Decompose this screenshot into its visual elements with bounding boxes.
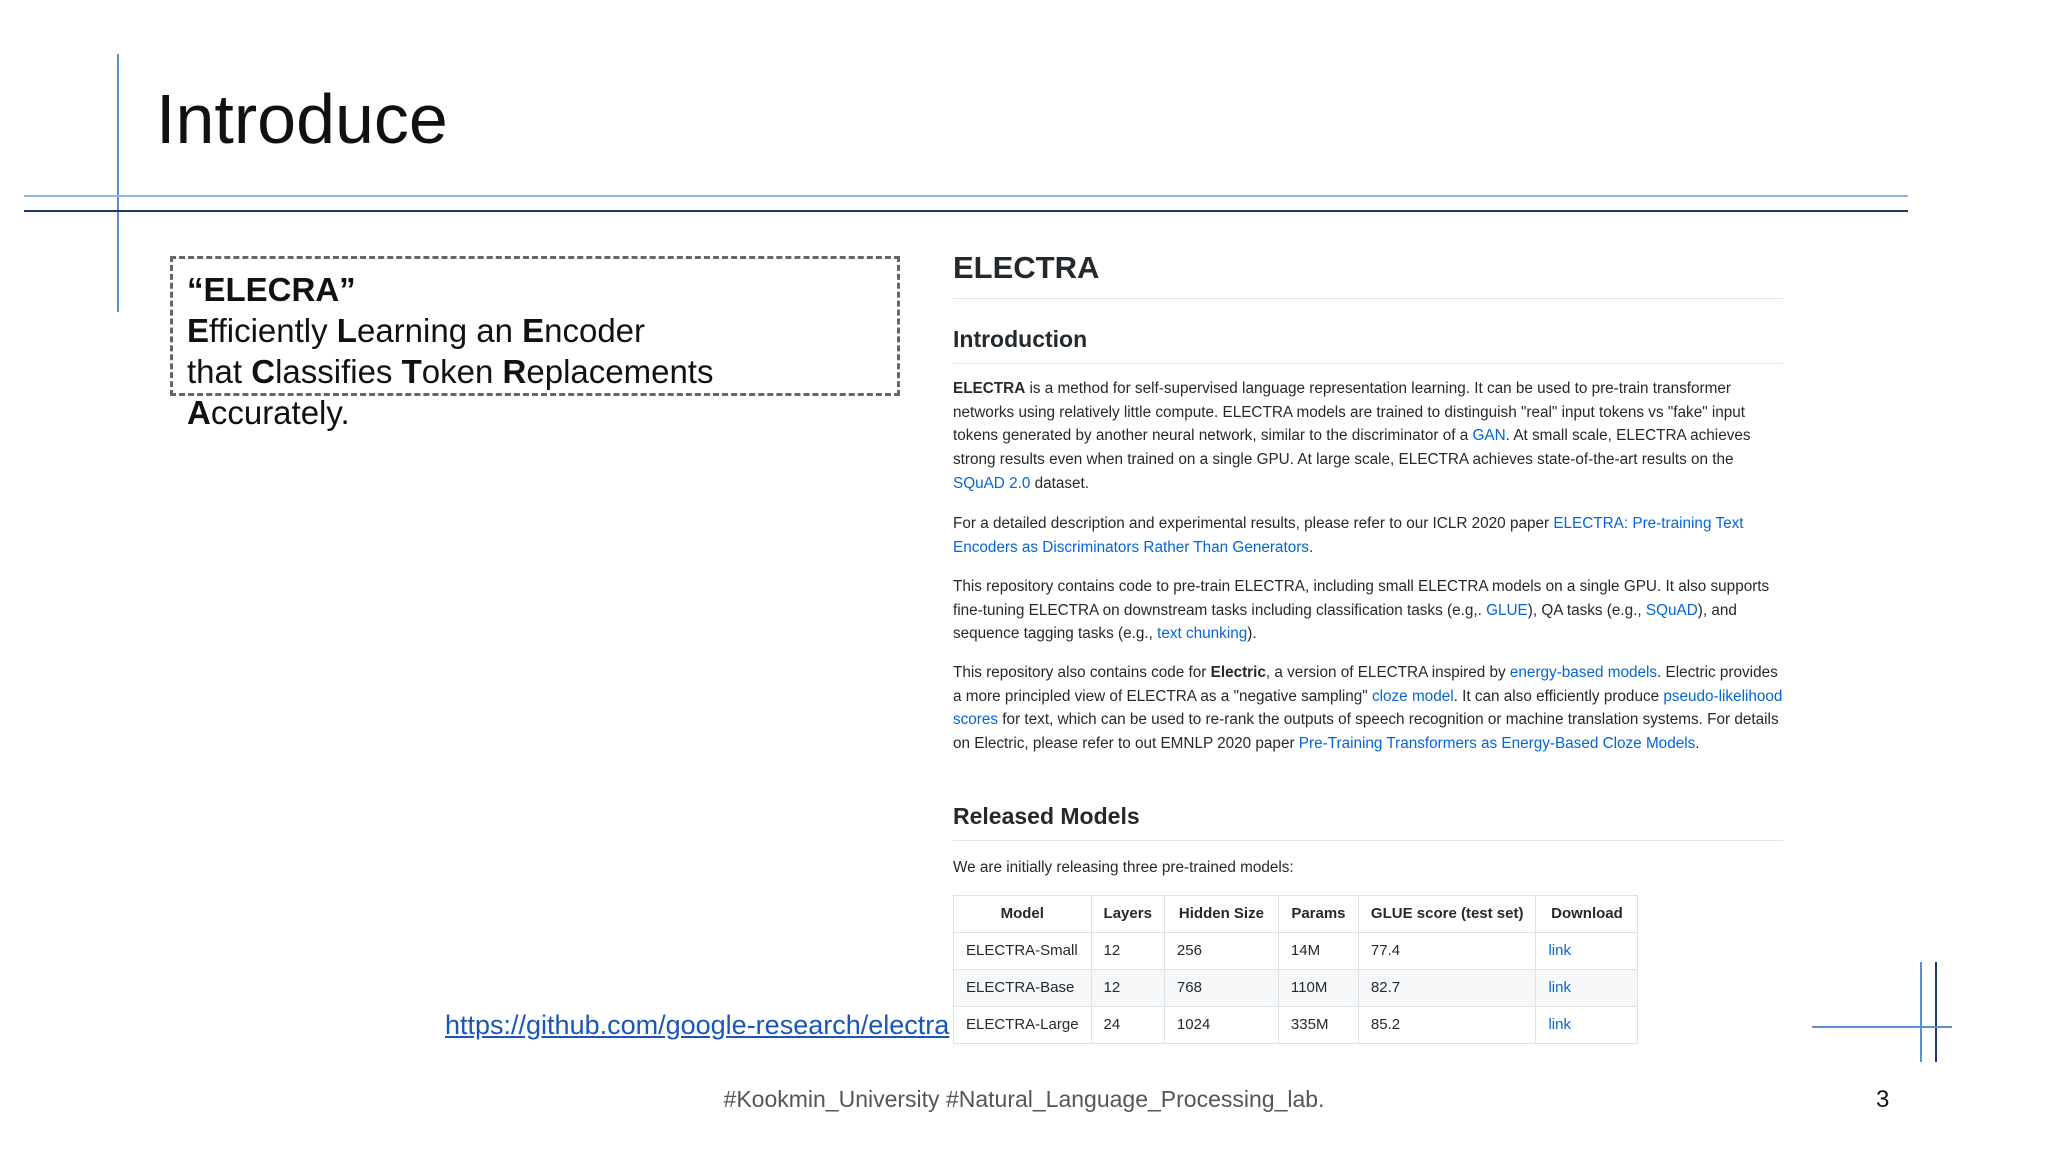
intro-paragraph-4 (953, 661, 1783, 756)
paragraph-text: . Electric provides a more principled view of ELECTRA as a "negative sampling" (953, 664, 1778, 705)
intro-paragraph-2 (953, 512, 1783, 559)
decorative-vertical-line (117, 54, 119, 312)
paragraph-text: This repository also contains code for (953, 664, 1211, 681)
column-header: Layers (1091, 896, 1164, 933)
download-link[interactable]: link (1548, 1016, 1571, 1034)
column-header: GLUE score (test set) (1358, 896, 1536, 933)
paper-link[interactable]: ELECTRA: Pre-training Text Encoders as Discriminators Rather Than Generators (953, 515, 1744, 556)
glue-link[interactable]: GLUE (1486, 601, 1528, 619)
models-table (953, 895, 1638, 1044)
corner-decoration-line (1920, 962, 1922, 1062)
table-cell: ELECTRA-Large (954, 1007, 1092, 1044)
cloze-model-link[interactable]: cloze model (1371, 687, 1454, 705)
table-cell: ELECTRA-Base (954, 970, 1092, 1007)
acronym-letter: L (336, 312, 357, 349)
repo-link[interactable]: https://github.com/google-research/electra (445, 1010, 950, 1040)
acronym-word: ccurately. (210, 394, 350, 431)
table-cell: 77.4 (1358, 933, 1536, 970)
table-header-row (954, 896, 1638, 933)
energy-based-models-link[interactable]: energy-based models (1509, 664, 1658, 681)
paragraph-text: . It can also efficiently produce (1453, 687, 1664, 705)
gan-link[interactable]: GAN (1472, 427, 1506, 445)
paragraph-text: ), QA tasks (e.g., (1527, 601, 1646, 619)
column-header: Hidden Size (1164, 896, 1278, 933)
paragraph-text: For a detailed description and experimental results, please refer to our ICLR 2020 paper (953, 515, 1554, 532)
paragraph-text: ), and sequence tagging tasks (e.g., (953, 601, 1737, 643)
acronym-word: that (187, 353, 252, 390)
introduction-heading: Introduction (953, 325, 1783, 364)
paragraph-text: This repository contains code to pre-train ELECTRA, including small ELECTRA models on a single GPU. It also supports fine-tuning ELECTRA on downstream tasks including classification tasks (e.g,. (953, 578, 1770, 619)
acronym-letter: T (401, 353, 422, 390)
table-cell: 85.2 (1358, 1007, 1536, 1044)
paragraph-text: for text, which can be used to re-rank the outputs of speech recognition or machine translation systems. For details on Electric, please refer to out EMNLP 2020 paper (953, 711, 1779, 753)
bold-term: ELECTRA (953, 380, 1026, 397)
readme-screenshot (953, 248, 1783, 1034)
squad2-link[interactable]: SQuAD 2.0 (953, 474, 1031, 492)
table-cell (1536, 1007, 1638, 1044)
paragraph-text: is a method for self-supervised language representation learning. It can be used to pre-train transformer networks using relatively little compute. ELECTRA models are trained to distinguish "real" input tokens vs "fake" input tokens generated by another neural network, similar to the discriminator of a (953, 380, 1746, 445)
download-link[interactable]: link (1548, 979, 1571, 997)
acronym-box (170, 256, 900, 431)
intro-paragraph-1 (953, 377, 1783, 496)
decorative-horizontal-line-dark (24, 210, 1908, 212)
table-cell: 768 (1164, 970, 1278, 1007)
download-link[interactable]: link (1548, 942, 1571, 960)
table-cell: 14M (1278, 933, 1358, 970)
acronym-letter: A (187, 394, 211, 431)
paragraph-text: dataset. (1030, 474, 1090, 492)
corner-decoration-line (1935, 962, 1937, 1062)
paragraph-text: . At small scale, ELECTRA achieves strong results even when trained on a single GPU. At large scale, ELECTRA achieves state-of-the-art results on the (953, 427, 1751, 469)
text-chunking-link[interactable]: text chunking (1157, 625, 1248, 643)
released-intro: We are initially releasing three pre-trained models: (953, 859, 1294, 876)
acronym-letter: R (502, 353, 527, 390)
pseudo-likelihood-link[interactable]: pseudo-likelihood scores (953, 687, 1783, 729)
page-number: 3 (1876, 1086, 1890, 1113)
table-cell: 1024 (1164, 1007, 1278, 1044)
corner-decoration-line (1812, 1026, 1952, 1028)
readme-title: ELECTRA (953, 248, 1783, 299)
acronym-word: fficiently (209, 312, 337, 349)
column-header: Download (1536, 896, 1638, 933)
paragraph-text: , a version of ELECTRA inspired by (1265, 664, 1510, 681)
table-cell (1536, 970, 1638, 1007)
bold-term: Electric (1210, 664, 1266, 681)
acronym-word: oken (421, 353, 503, 390)
table-cell: 12 (1091, 970, 1164, 1007)
acronym-letter: E (522, 312, 545, 349)
table-cell: 82.7 (1358, 970, 1536, 1007)
paragraph-text: . (1308, 538, 1314, 556)
table-cell: 256 (1164, 933, 1278, 970)
intro-paragraph-3 (953, 575, 1783, 646)
acronym-word: lassifies (275, 353, 402, 390)
table-row (954, 970, 1638, 1007)
decorative-horizontal-line-light (24, 195, 1908, 197)
column-header: Model (954, 896, 1092, 933)
acronym-word: eplacements (526, 353, 714, 390)
electric-paper-link[interactable]: Pre-Training Transformers as Energy-Based Cloze Models (1298, 735, 1696, 753)
paragraph-text: ). (1247, 625, 1257, 643)
acronym-heading: “ELECRA” (187, 271, 356, 308)
table-cell (1536, 933, 1638, 970)
table-cell: 12 (1091, 933, 1164, 970)
table-row (954, 933, 1638, 970)
squad-link[interactable]: SQuAD (1645, 601, 1698, 619)
acronym-letter: E (187, 312, 210, 349)
acronym-letter: C (251, 353, 276, 390)
column-header: Params (1278, 896, 1358, 933)
table-cell: 24 (1091, 1007, 1164, 1044)
slide-title: Introduce (156, 80, 448, 158)
released-models-heading: Released Models (953, 802, 1783, 841)
acronym-line-1 (187, 310, 883, 351)
table-cell: ELECTRA-Small (954, 933, 1092, 970)
paragraph-text: . (1695, 735, 1700, 753)
footer-hashtags: #Kookmin_University #Natural_Language_Processing_lab. (723, 1086, 1325, 1112)
table-row (954, 1007, 1638, 1044)
table-cell: 110M (1278, 970, 1358, 1007)
acronym-line-2 (187, 351, 883, 433)
acronym-word: ncoder (544, 312, 646, 349)
table-cell: 335M (1278, 1007, 1358, 1044)
acronym-word: earning an (356, 312, 523, 349)
